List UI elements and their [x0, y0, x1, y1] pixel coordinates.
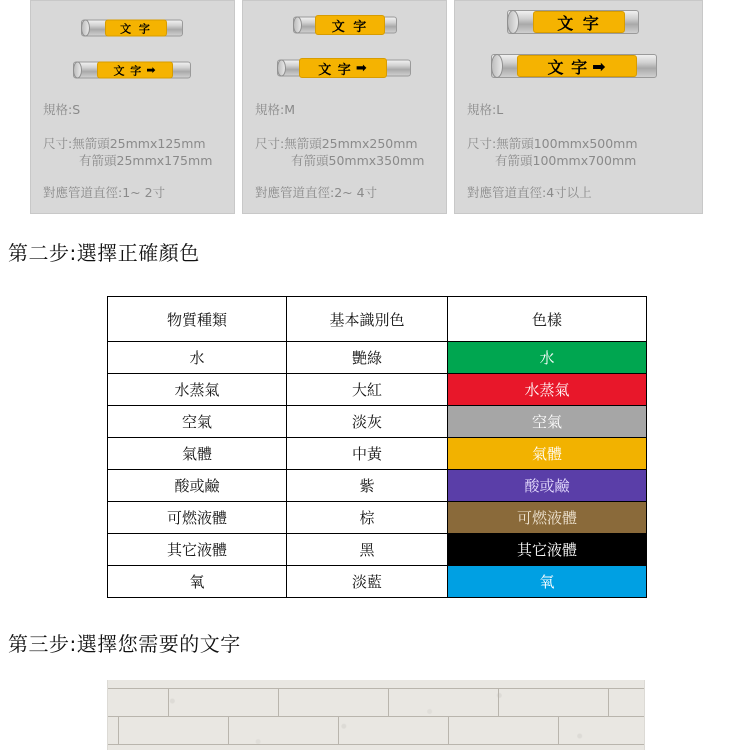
- cell-color-name: 淡藍: [287, 566, 448, 598]
- table-header-row: [108, 297, 647, 342]
- step-two-heading: 第二步:選擇正確顏色: [8, 241, 200, 265]
- brick-joint: [118, 716, 119, 744]
- cell-color-sample: 其它液體: [448, 534, 647, 566]
- cell-substance: 空氣: [108, 406, 287, 438]
- brick-wall-image: [107, 680, 645, 750]
- table-row: [108, 534, 647, 566]
- cell-color-sample: 氧: [448, 566, 647, 598]
- table-row: [108, 438, 647, 470]
- size-label-s: 規格:S: [43, 102, 81, 117]
- table-row: [108, 502, 647, 534]
- table-row: [108, 374, 647, 406]
- marker-label-text: 文 字: [547, 57, 589, 77]
- marker-label-text: 文 字: [533, 11, 625, 33]
- cell-substance: 其它液體: [108, 534, 287, 566]
- cell-substance: 可燃液體: [108, 502, 287, 534]
- cell-color-name: 紫: [287, 470, 448, 502]
- header-substance: 物質種類: [108, 297, 287, 342]
- dimension-line2: 有箭頭100mmx700mm: [495, 153, 637, 168]
- cell-substance: 水: [108, 342, 287, 374]
- cell-substance: 氧: [108, 566, 287, 598]
- table-row: [108, 470, 647, 502]
- size-label-l: 規格:L: [467, 102, 504, 117]
- size-card-s: [30, 0, 235, 214]
- arrow-icon: ➡: [592, 56, 607, 76]
- marker-label-text: 文 字: [105, 20, 167, 37]
- cell-color-sample: 氣體: [448, 438, 647, 470]
- cell-color-name: 淡灰: [287, 406, 448, 438]
- dimension-line2: 有箭頭50mmx350mm: [291, 153, 425, 168]
- brick-joint: [228, 716, 229, 744]
- size-card-m: [242, 0, 447, 214]
- brick-joint: [448, 716, 449, 744]
- cell-color-name: 黑: [287, 534, 448, 566]
- size-label-m: 規格:M: [255, 102, 295, 117]
- dimension-line1: 尺寸:無箭頭100mmx500mm: [467, 136, 638, 151]
- table-row: [108, 342, 647, 374]
- cell-color-name: 棕: [287, 502, 448, 534]
- dimension-line1: 尺寸:無箭頭25mmx125mm: [43, 136, 206, 151]
- cell-color-sample: 空氣: [448, 406, 647, 438]
- size-cards: [30, 0, 720, 214]
- cell-substance: 氣體: [108, 438, 287, 470]
- size-card-l: [454, 0, 703, 214]
- dimension-l: [467, 135, 638, 169]
- dimension-line1: 尺寸:無箭頭25mmx250mm: [255, 136, 418, 151]
- cell-color-name: 中黃: [287, 438, 448, 470]
- dimension-line2: 有箭頭25mmx175mm: [79, 153, 213, 168]
- dimension-s: [43, 135, 212, 169]
- cell-color-sample: 酸或鹼: [448, 470, 647, 502]
- marker-label-arrow: [517, 55, 637, 77]
- marker-label-arrow: [97, 62, 173, 79]
- marker-label-arrow: [299, 58, 387, 78]
- brick-joint: [338, 716, 339, 744]
- cell-color-sample: 水: [448, 342, 647, 374]
- brick-joint: [278, 688, 279, 716]
- arrow-icon: ➡: [146, 63, 157, 77]
- pipe-diameter-s: 對應管道直徑:1~ 2寸: [43, 185, 166, 200]
- step-three-heading: 第三步:選擇您需要的文字: [8, 632, 241, 656]
- pipe-diameter-l: 對應管道直徑:4寸以上: [467, 185, 592, 200]
- header-base-color: 基本識別色: [287, 297, 448, 342]
- brick-joint: [608, 688, 609, 716]
- marker-label-text: 文 字: [113, 64, 143, 77]
- table-row: [108, 406, 647, 438]
- marker-label-text: 文 字: [318, 62, 352, 78]
- brick-texture: [108, 680, 644, 750]
- cell-color-name: 艷綠: [287, 342, 448, 374]
- cell-color-sample: 水蒸氣: [448, 374, 647, 406]
- brick-joint: [168, 688, 169, 716]
- cell-substance: 酸或鹼: [108, 470, 287, 502]
- dimension-m: [255, 135, 424, 169]
- cell-color-name: 大紅: [287, 374, 448, 406]
- brick-joint: [558, 716, 559, 744]
- color-identification-table: [107, 296, 647, 598]
- cell-substance: 水蒸氣: [108, 374, 287, 406]
- table-row: [108, 566, 647, 598]
- marker-label-text: 文 字: [315, 15, 385, 35]
- header-sample: 色樣: [448, 297, 647, 342]
- pipe-diameter-m: 對應管道直徑:2~ 4寸: [255, 185, 378, 200]
- brick-joint: [388, 688, 389, 716]
- cell-color-sample: 可燃液體: [448, 502, 647, 534]
- brick-joint: [498, 688, 499, 716]
- arrow-icon: ➡: [355, 60, 368, 76]
